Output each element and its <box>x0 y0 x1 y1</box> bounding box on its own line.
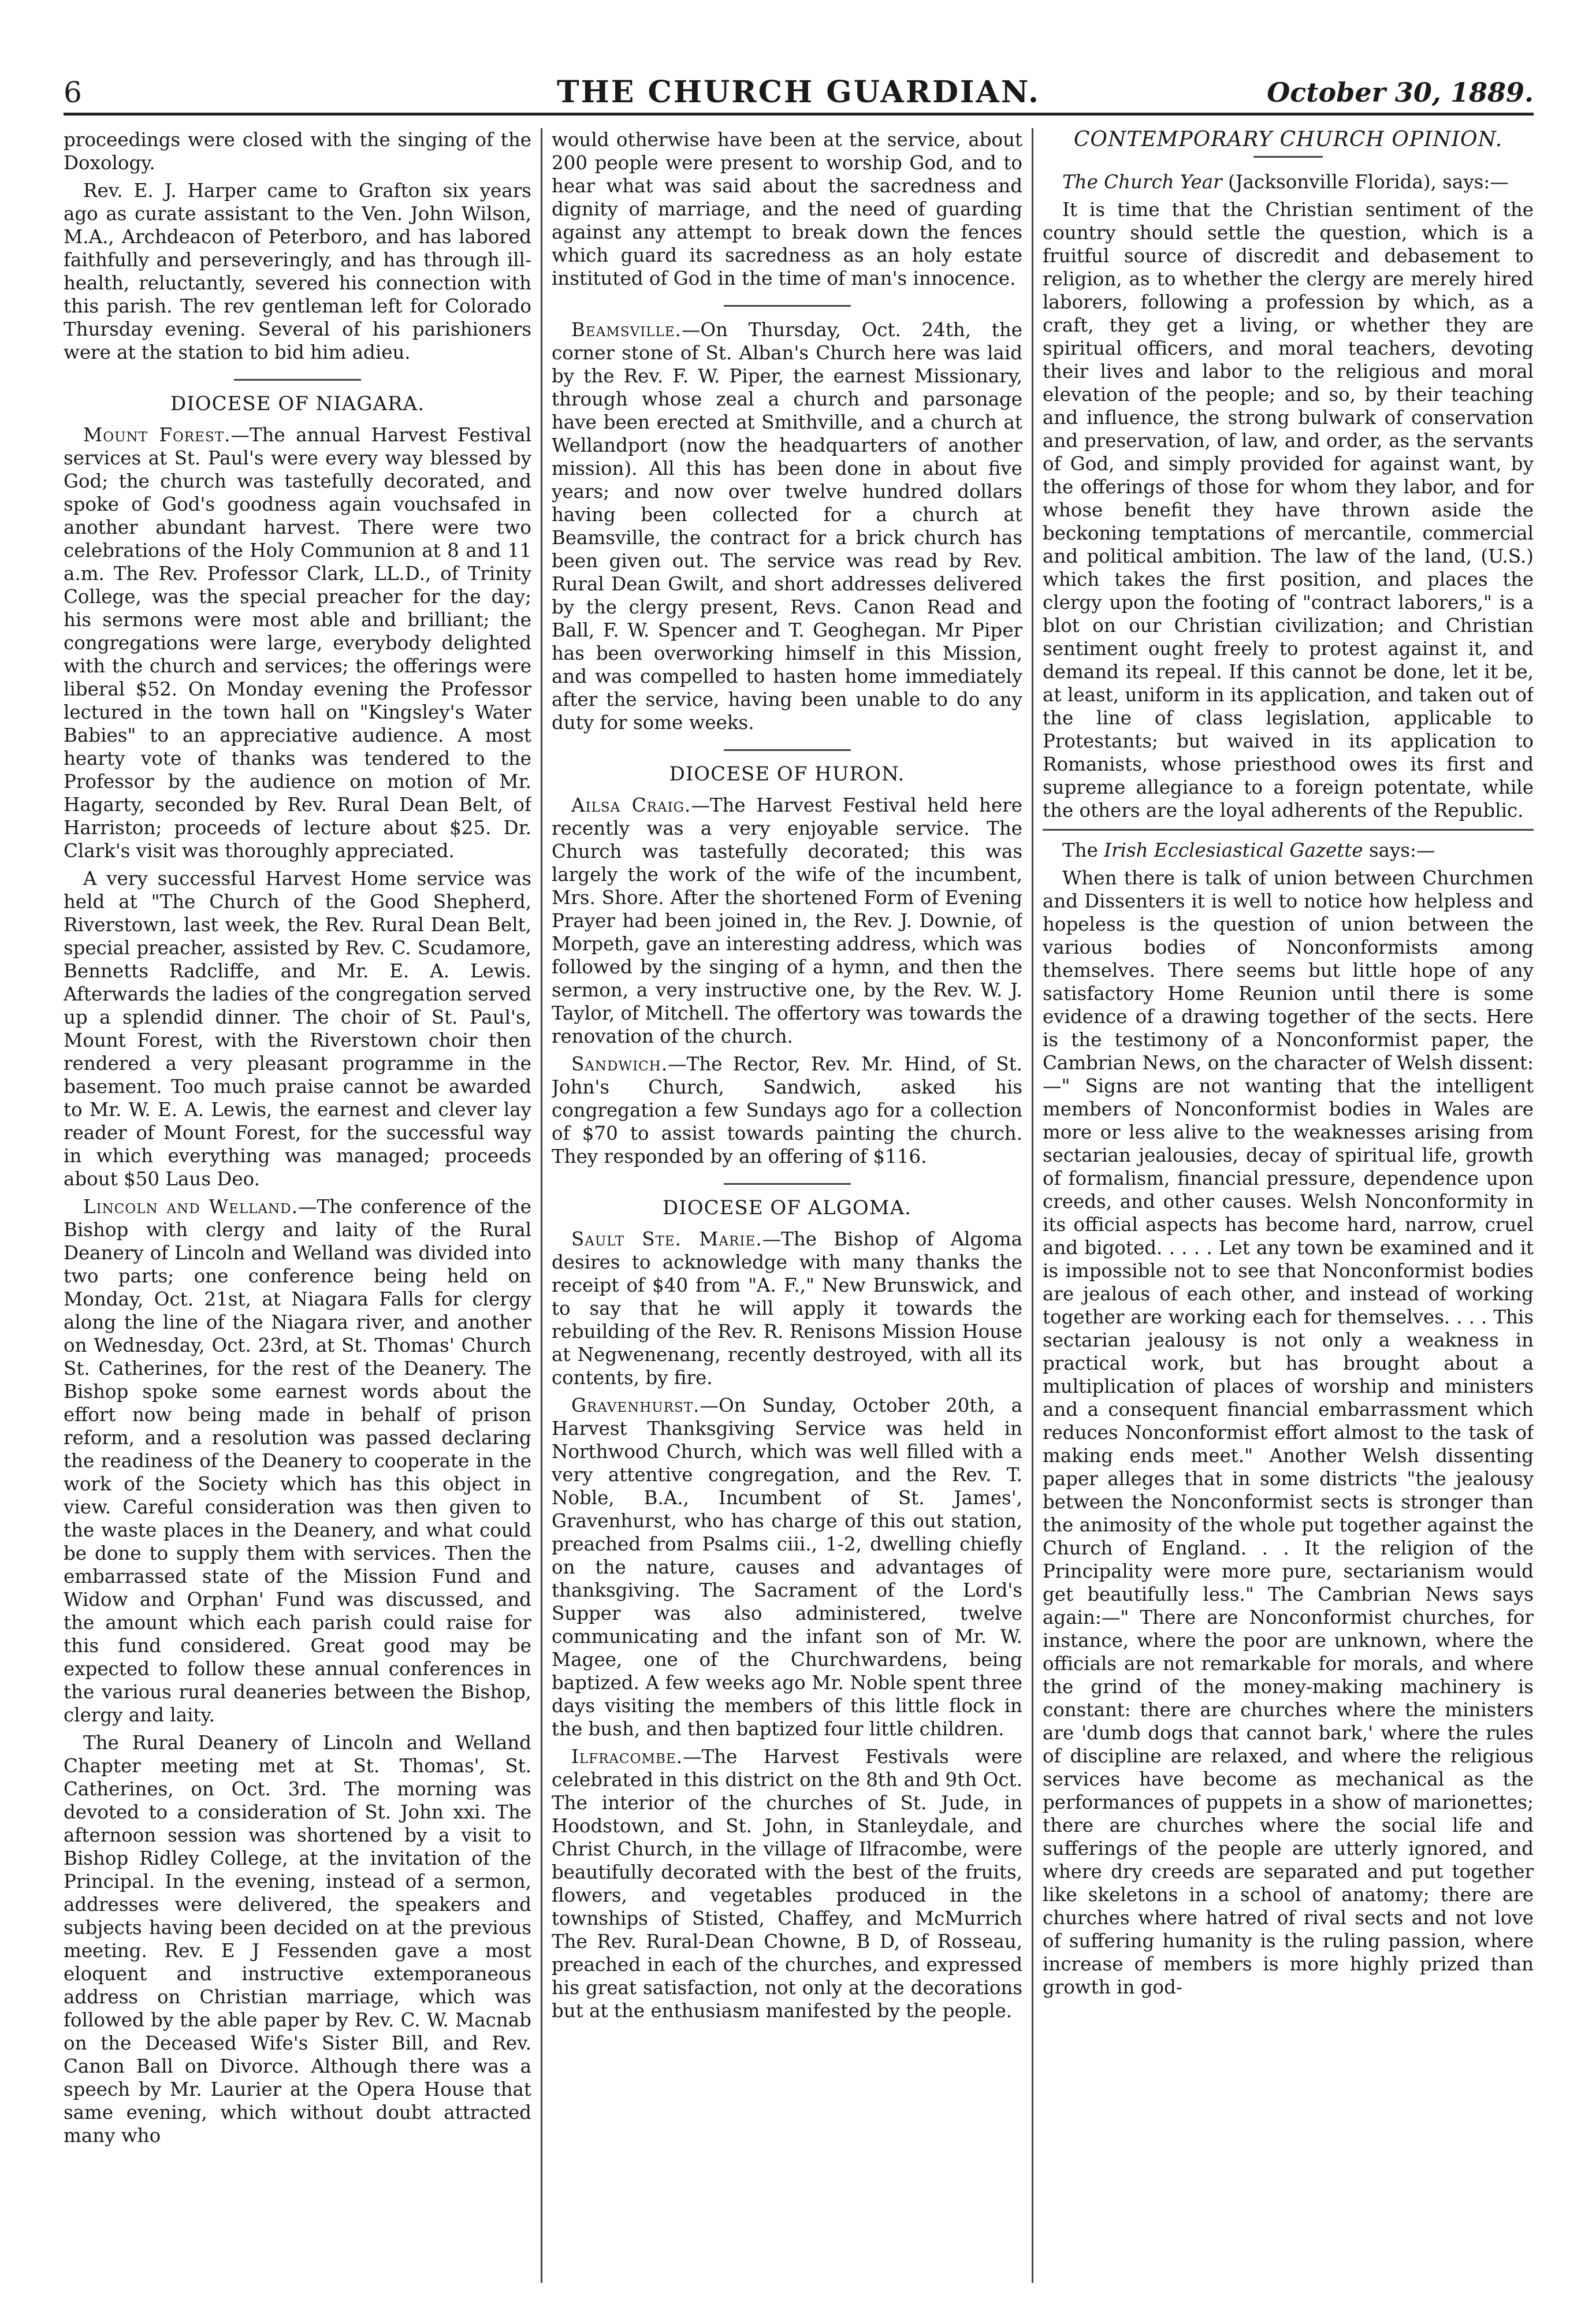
article-ilfracombe <box>552 1745 1022 2022</box>
section-separator <box>724 1183 851 1185</box>
source-pre-text: The <box>1062 839 1098 861</box>
section-separator <box>1043 829 1534 831</box>
column-3 <box>1043 128 1534 2280</box>
section-heading-niagara: DIOCESE OF NIAGARA. <box>170 392 425 415</box>
source-name: Irish Ecclesiastical Gazette <box>1104 839 1363 861</box>
article-gravenhurst <box>552 1394 1022 1740</box>
quote-irish-gazette: When there is talk of union between Churchmen and Dissenters it is well to notice how helpless and hopeless is the question of union between the various bodies of Nonconformists among themselves. There seems but little hope of any satisfactory Home Reunion until there is some evidence of a drawing together of the sects. Here is the testimony of a Nonconformist paper, the Cambrian News, on the character of Welsh dissent:—" Signs are not wanting that the intelligent members of Nonconformist bodies in Wales are more or less alive to the weaknesses arising from sectarian jealousies, decay of spiritual life, growth of formalism, financial pressure, dependence upon creeds, and other causes. Welsh Nonconformity in its official aspects has become hard, narrow, cruel and bigoted. . . . . Let any town be examined and it is impossible not to see that Nonconformist bodies are jealous of each other, and instead of working together are working each for themselves. . . . This sectarian jealousy is not only a weakness in practical work, but has brought about a multiplication of places of worship and ministers and a consequent financial embarrassment which reduces Nonconformist effort almost to the task of making ends meet." Another Welsh dissenting paper alleges that in some districts "the jealousy between the Nonconformist sects is stronger than the animosity of the whole put together against the Church of England. . . It the religion of the Principality were more pure, sectarianism would get beautifully less." The Cambrian News says again:—" There are Nonconformist churches, for instance, where the poor are unknown, where the officials are not remarkable for morals, and where the grind of the money-making machinery is constant: there are churches where the ministers are 'dumb dogs that cannot bark,' where the rules of discipline are relaxed, and where the religious services have become as mechanical as the performances of puppets in a show of marionettes; there are churches where the social life and sufferings of the people are utterly ignored, and where dry creeds are separated and put together like skeletons in a school of anatomy; there are churches where hatred of rival sects and not love of suffering humanity is the ruling passion, where increase of members is more highly prized than growth in god- <box>1043 867 1534 1998</box>
source-intro-text: (Jacksonville Florida), says:— <box>1228 171 1509 193</box>
section-separator <box>724 305 851 307</box>
section-separator <box>724 749 851 751</box>
source-intro-text: says:— <box>1368 839 1435 861</box>
section-heading-huron: DIOCESE OF HURON. <box>669 763 905 786</box>
article-ailsa-craig <box>552 794 1022 1048</box>
section-title-contemporary-opinion: CONTEMPORARY CHURCH OPINION. <box>1073 128 1503 151</box>
issue-date: October 30, 1889. <box>1267 77 1534 108</box>
paragraph: proceedings were closed with the singing of the Doxology. <box>64 129 531 174</box>
article-lead: Ailsa Craig. <box>571 794 691 816</box>
paragraph: would otherwise have been at the service, about 200 people were present to worship God, and to hear what was said about the sacredness and dignity of marriage, and the need of guarding against any attempt to break down the fences which guard its sacredness as an holy estate instituted of God in the time of man's innocence. <box>552 129 1022 289</box>
page-number: 6 <box>64 76 82 109</box>
section-heading-algoma: DIOCESE OF ALGOMA. <box>663 1196 912 1219</box>
paper-name: THE CHURCH GUARDIAN. <box>556 75 1041 110</box>
column-2 <box>552 128 1022 2280</box>
article-lead: Sault Ste. Marie. <box>571 1228 762 1250</box>
title-rule <box>1253 156 1323 158</box>
article-text: —The conference of the Bishop with clergy and laity of the Rural Deanery of Lincoln and Welland was divided into two parts; one conference being held on Monday, Oct. 21st, at Niagara Falls for clergy along the line of the Niagara river, and another on Wednesday, Oct. 23rd, at St. Thomas' Church St. Catherines, for the rest of the Deanery. The Bishop spoke some earnest words about the effort now being made in behalf of prison reform, and a resolution was passed declaring the readiness of the Deanery to cooperate in the work of the Society which has this object in view. Careful consideration was then given to the waste places in the Deanery, and what could be done to supply them with services. Then the embarrassed state of the Mission Fund and Widow and Orphan' Fund was discussed, and the amount which each parish could raise for this fund considered. Great good may be expected to follow these annual conferences in the various rural deaneries between the Bishop, clergy and laity. <box>64 1196 531 1726</box>
article-text: —On Sunday, October 20th, a Harvest Thanksgiving Service was held in Northwood Church, which was well filled with a very attentive congregation, and the Rev. T. Noble, B.A., Incumbent of St. James', Gravenhurst, who has charge of this out station, preached from Psalms ciii., 1-2, dwelling chiefly on the nature, causes and advantages of thanksgiving. The Sacrament of the Lord's Supper was also administered, twelve communicating and the infant son of Mr. W. Magee, one of the Churchwardens, being baptized. A few weeks ago Mr. Noble spent three days visiting the members of this little flock in the bush, and then baptized four little children. <box>552 1394 1022 1740</box>
article-lead: Beamsville. <box>571 319 682 341</box>
article-rural-deanery: The Rural Deanery of Lincoln and Welland Chapter meeting met at St. Thomas', St. Catherines, on Oct. 3rd. The morning was devoted to a consideration of St. John xxi. The afternoon session was shortened by a visit to Bishop Ridley College, at the invitation of the Principal. In the evening, instead of a sermon, addresses were delivered, the speakers and subjects having been decided on at the previous meeting. Rev. E J Fessenden gave a most eloquent and instructive extemporaneous address on Christian marriage, which was followed by the able paper by Rev. C. W. Macnab on the Deceased Wife's Sister Bill, and Rev. Canon Ball on Divorce. Although there was a speech by Mr. Laurier at the Opera House that same evening, which without doubt attracted many who <box>64 1732 531 2147</box>
article-text: —The annual Harvest Festival services at St. Paul's were every way blessed by God; the church was tastefully decorated, and spoke of God's goodness again vouchsafed in another abundant harvest. There were two celebrations of the Holy Communion at 8 and 11 a.m. The Rev. Professor Clark, LL.D., of Trinity College, was the special preacher for the day; his sermons were most able and brilliant; the congregations were large, everybody delighted with the church and services; the offerings were liberal $52. On Monday evening the Professor lectured in the town hall on "Kingsley's Water Babies" to an appreciative audience. A most hearty vote of thanks was tendered to the Professor by the audience on motion of Mr. Hagarty, seconded by Rev. Rural Dean Belt, of Harriston; proceeds of lecture about $25. Dr. Clark's visit was thoroughly appreciated. <box>64 424 531 862</box>
article-text: —The Harvest Festival held here recently was a very enjoyable service. The Church was tastefully decorated; this was largely the work of the wife of the incumbent, Mrs. Shore. After the shortened Form of Evening Prayer had been joined in, the Rev. J. Downie, of Morpeth, gave an interesting address, which was followed by the singing of a hymn, and then the sermon, a very instructive one, by the Rev. W. J. Taylor, of Mitchell. The offertory was towards the renovation of the church. <box>552 794 1022 1047</box>
article-text: —The Rector, Rev. Mr. Hind, of St. John's Church, Sandwich, asked his congregation a few Sundays ago for a collection of $70 to assist towards painting the church. They responded by an offering of $116. <box>552 1053 1022 1167</box>
section-separator <box>234 379 361 381</box>
column-rule-2 <box>1032 128 1033 2283</box>
source-intro-church-year <box>1043 170 1534 194</box>
column-rule-1 <box>541 128 542 2283</box>
quote-church-year: It is time that the Christian sentiment of the country should settle the question, which is a fruitful source of discredit and debasement to religion, as to whether the clergy are merely hired laborers, following a profession by which, as a craft, they get a living, or whether they are spiritual officers, and moral teachers, devoting their lives and labor to the religious and moral elevation of the people; and so, by their teaching and influence, the strong bulwark of conservation and preservation, of law, and order, as the servants of God, and simply provided for against want, by the offerings of those for whom they labor, and for whose benefit they have thrown aside the beckoning temptations of mercantile, commercial and political ambition. The law of the land, (U.S.) which takes the first position, and places the clergy upon the footing of "contract laborers," is a blot on our Christian civilization; and Christian sentiment ought freely to protest against it, and demand its repeal. If this cannot be done, let it be, at least, uniform in its application, and taken out of the line of class legislation, applicable to Protestants; but waived in its application to Romanists, whose priesthood owes its first and supreme allegiance to a foreign potentate, while the others are the loyal adherents of the Republic. <box>1043 199 1534 821</box>
article-text: —The Harvest Festivals were celebrated in this district on the 8th and 9th Oct. The interior of the churches of St. Jude, in Hoodstown, and St. John, in Stanleydale, and Christ Church, in the village of Ilfracombe, were beautifully decorated with the best of the fruits, flowers, and vegetables produced in the townships of Stisted, Chaffey, and McMurrich The Rev. Rural-Dean Chowne, B D, of Rosseau, preached in each of the churches, and expressed his great satisfaction, not only at the decorations but at the enthusiasm manifested by the people. <box>552 1746 1022 2022</box>
article-harvest-home: A very successful Harvest Home service was held at "The Church of the Good Shepherd, Riverstown, last week, the Rev. Rural Dean Belt, special preacher, assisted by Rev. C. Scudamore, Bennetts Radcliffe, and Mr. E. A. Lewis. Afterwards the ladies of the congregation served up a splendid dinner. The choir of St. Paul's, Mount Forest, with the Riverstown choir then rendered a very pleasant programme in the basement. Too much praise cannot be awarded to Mr. W. E. A. Lewis, the earnest and clever lay reader of Mount Forest, for the successful way in which everything was managed; proceeds about $50 Laus Deo. <box>64 868 531 1190</box>
paragraph: Rev. E. J. Harper came to Grafton six years ago as curate assistant to the Ven. John Wilson, M.A., Archdeacon of Peterboro, and has labored faithfully and perseveringly, and has through ill-health, reluctantly, severed his connection with this parish. The rev gentleman left for Colorado Thursday evening. Several of his parishioners were at the station to bid him adieu. <box>64 180 531 363</box>
article-lincoln-welland <box>64 1195 531 1727</box>
article-lead: Sandwich. <box>571 1053 668 1075</box>
article-text: —On Thursday, Oct. 24th, the corner stone of St. Alban's Church here was laid by the Rev. F. W. Piper, the earnest Missionary, through whose zeal a church and parsonage have been erected at Smithville, and a church at Wellandport (now the headquarters of another mission). All this has been done in about five years; and now over twelve hundred dollars having been collected for a church at Beamsville, the contract for a brick church has been given out. The service was read by Rev. Rural Dean Gwilt, and short addresses delivered by the clergy present, Revs. Canon Read and Ball, F. W. Spencer and T. Geoghegan. Mr Piper has been overworking himself in this Mission, and was compelled to hasten home immediately after the service, having been unable to do any duty for some weeks. <box>552 319 1022 734</box>
masthead <box>64 72 1534 116</box>
article-lead: Ilfracombe. <box>571 1746 683 1768</box>
article-lead: Lincoln and Welland. <box>83 1196 298 1218</box>
article-sault-ste-marie <box>552 1228 1022 1389</box>
article-lead: Mount Forest. <box>83 424 231 446</box>
article-mount-forest <box>64 423 531 862</box>
article-sandwich <box>552 1052 1022 1168</box>
source-intro-irish-gazette <box>1043 839 1534 862</box>
article-lead: Gravenhurst. <box>571 1394 700 1416</box>
source-name: The Church Year <box>1062 171 1222 193</box>
column-1 <box>64 128 531 2280</box>
article-text: —The Bishop of Algoma desires to acknowledge with many thanks the receipt of $40 from "A. F.," New Brunswick, and to say that he will apply it towards the rebuilding of the Rev. R. Renisons Mission House at Negwenenang, recently destroyed, with all its contents, by fire. <box>552 1228 1022 1389</box>
article-beamsville <box>552 318 1022 734</box>
